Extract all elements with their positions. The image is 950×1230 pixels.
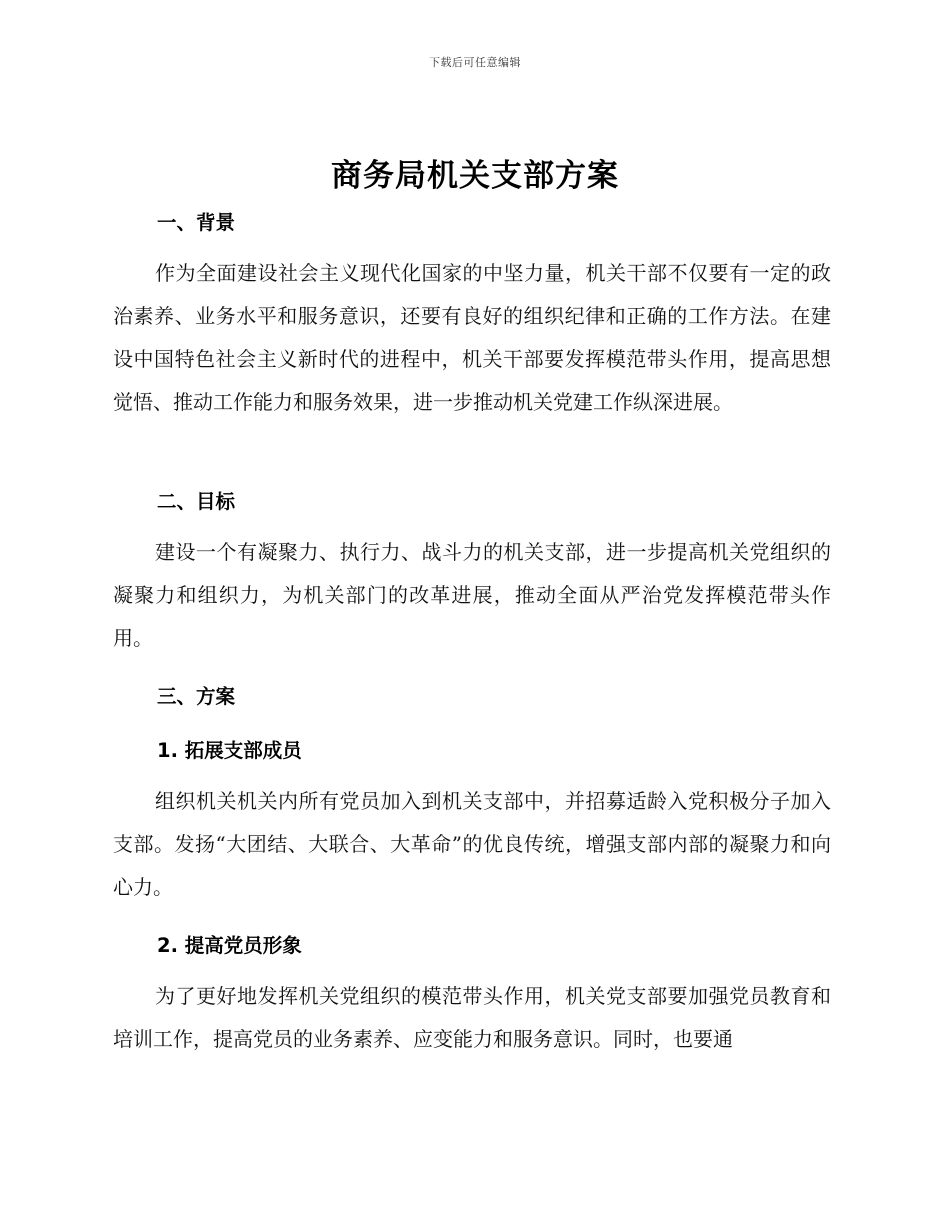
subsection-paragraph-expand-members: 组织机关机关内所有党员加入到机关支部中，并招募适龄入党积极分子加入支部。发扬“大团结、大联合、大革命”的优良传统，增强支部内部的凝聚力和向心力。 (113, 789, 831, 899)
section-heading-goal: 二、目标 (157, 490, 236, 513)
section-paragraph-goal: 建设一个有凝聚力、执行力、战斗力的机关支部，进一步提高机关党组织的凝聚力和组织力，为机关部门的改革进展，推动全面从严治党发挥模范带头作用。 (113, 540, 831, 650)
section-paragraph-background: 作为全面建设社会主义现代化国家的中坚力量，机关干部不仅要有一定的政治素养、业务水平和服务意识，还要有良好的组织纪律和正确的工作方法。在建设中国特色社会主义新时代的进程中，机关干部要发挥模范带头作用，提高思想觉悟、推动工作能力和服务效果，进一步推动机关党建工作纵深进展。 (113, 261, 831, 414)
section-heading-plan: 三、方案 (157, 685, 236, 708)
subsection-heading-expand-members: 1. 拓展支部成员 (157, 739, 302, 762)
document-title: 商务局机关支部方案 (331, 158, 619, 194)
subsection-paragraph-improve-image: 为了更好地发挥机关党组织的模范带头作用，机关党支部要加强党员教育和培训工作，提高党员的业务素养、应变能力和服务意识。同时，也要通 (113, 984, 831, 1051)
page-header-note: 下载后可任意编辑 (429, 56, 521, 69)
subsection-heading-improve-image: 2. 提高党员形象 (157, 934, 302, 957)
section-heading-background: 一、背景 (157, 211, 236, 234)
